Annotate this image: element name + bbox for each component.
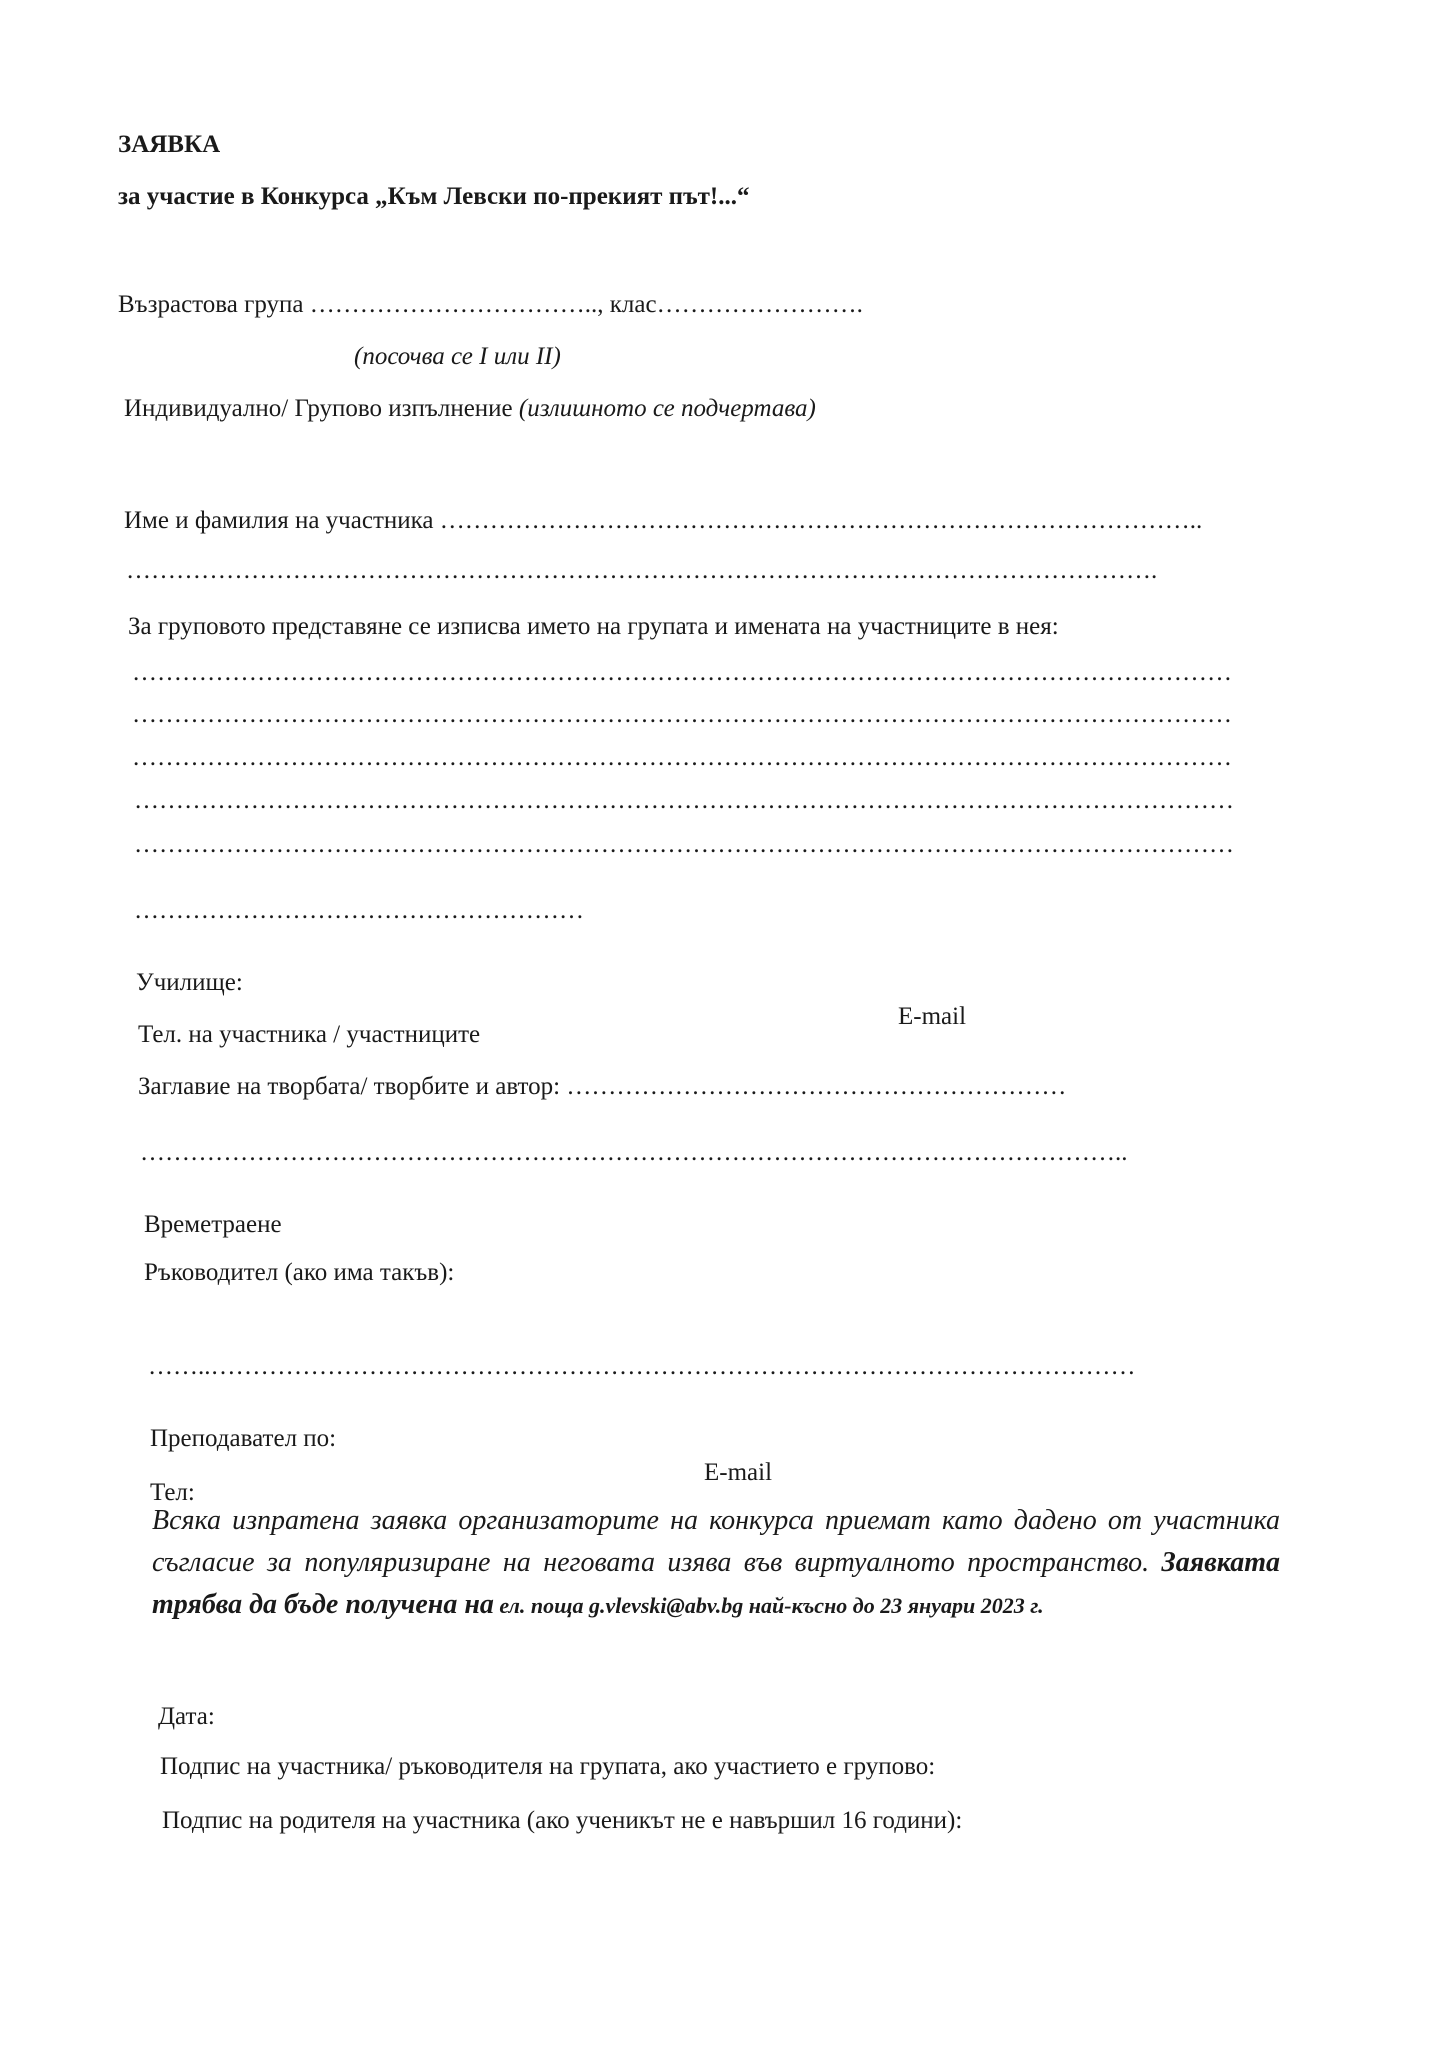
work-title-continuation: ……………………………………………………………………………………………………….. [140, 1139, 1128, 1166]
group-line-6: ……………………………………………… [134, 897, 584, 924]
leader-line: ……..………………………………………………………………………………………………… [148, 1353, 1136, 1380]
participant-name-dots: ……………………………………………………………………………….. [439, 507, 1203, 534]
teacher-label: Преподавател по: [150, 1425, 337, 1452]
age-group-label: Възрастова група [118, 291, 304, 318]
signature-participant-label: Подпис на участника/ ръководителя на групата, ако участието е групово: [160, 1753, 936, 1780]
age-group-dots: …………………………….., клас……………………. [309, 291, 863, 318]
school-label: Училище: [136, 969, 243, 996]
performance-label: Индивидуално/ Групово изпълнение [124, 395, 513, 422]
email-label-participant: E-mail [898, 1003, 967, 1030]
work-title-row [138, 1072, 1066, 1102]
work-title-dots: …………………………………………………… [566, 1073, 1067, 1100]
form-title: ЗАЯВКА [118, 131, 221, 158]
deadline-emphasis: Заявката трябва да бъде получена на [152, 1547, 1280, 1620]
date-label: Дата: [158, 1703, 215, 1730]
age-group-row [118, 290, 863, 320]
participant-name-continuation: ……………………………………………………………………………………………………………. [126, 557, 1158, 584]
leader-label: Ръководител (ако има такъв): [144, 1259, 455, 1286]
teacher-phone-label: Тел: [150, 1479, 195, 1506]
group-line-2: …………………………………………………………………………………………………………………… [132, 701, 1232, 728]
work-title-label: Заглавие на творбата/ творбите и автор: [138, 1073, 561, 1100]
performance-hint: (излишното се подчертава) [518, 395, 816, 422]
signature-parent-label: Подпис на родителя на участника (ако ученикът не е навършил 16 години): [162, 1807, 963, 1834]
participant-name-row [124, 506, 1202, 536]
group-line-4: …………………………………………………………………………………………………………………… [134, 787, 1234, 814]
email-label-teacher: E-mail [704, 1459, 773, 1486]
group-line-3: …………………………………………………………………………………………………………………… [132, 744, 1232, 771]
age-group-hint: (посочва се I или II) [354, 343, 561, 370]
performance-row [124, 394, 816, 424]
group-line-1: …………………………………………………………………………………………………………………… [132, 659, 1232, 686]
duration-label: Времетраене [144, 1211, 282, 1238]
phone-label: Тел. на участника / участниците [138, 1021, 481, 1048]
group-line-5: …………………………………………………………………………………………………………………… [134, 831, 1234, 858]
form-subtitle: за участие в Конкурса „Към Левски по-прекият път!...“ [118, 183, 750, 210]
participant-name-label: Име и фамилия на участника [124, 507, 434, 534]
consent-notice [152, 1500, 1280, 1627]
consent-notice-text: Всяка изпратена заявка организаторите на конкурса приемат като дадено от участника съгласие за популяризиране на неговата изява във виртуалното пространство. [152, 1505, 1280, 1578]
group-intro: За груповото представяне се изписва името на групата и имената на участниците в нея: [128, 613, 1059, 640]
deadline-details: ел. поща g.vlevski@abv.bg най-късно до 23 януари 2023 г. [493, 1593, 1044, 1618]
